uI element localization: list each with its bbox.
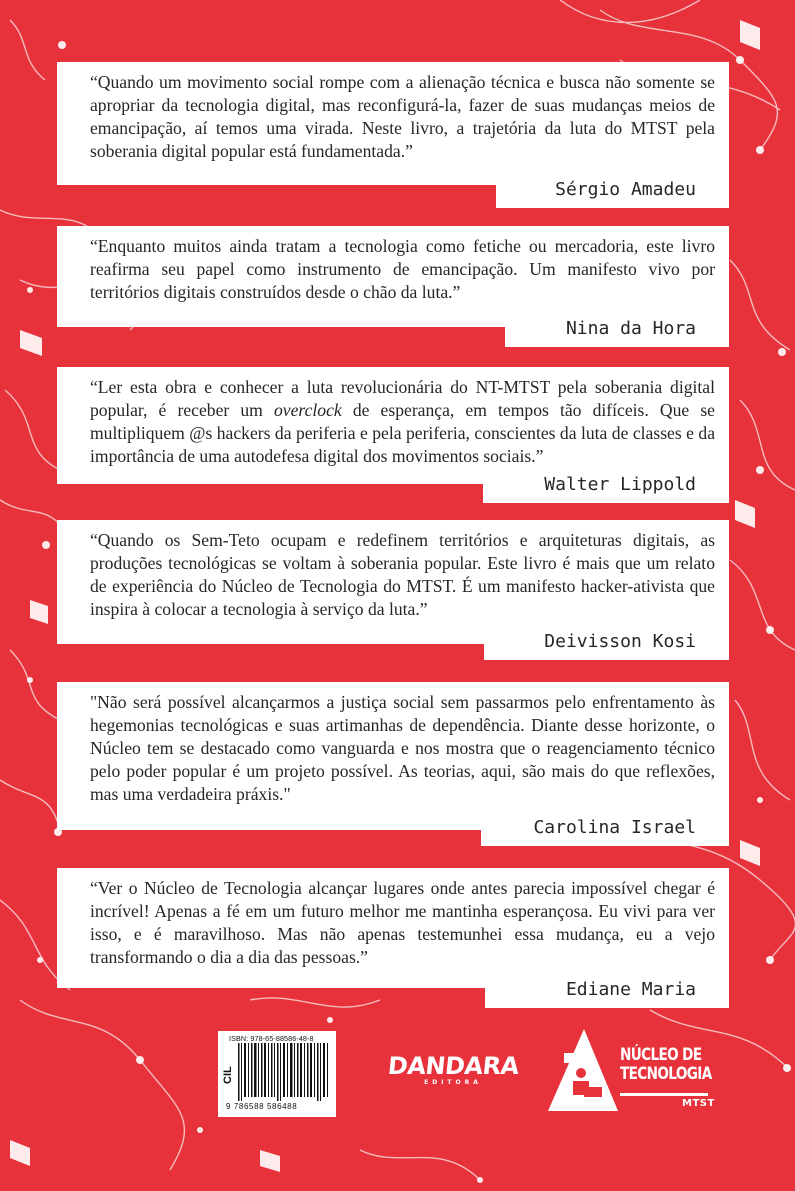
author-name-2: Nina da Hora [565,318,696,339]
publisher-name: DANDARA [386,1052,521,1080]
quote-text-3-part1: “Ler esta obra e conhecer a luta revolucionária do NT-MTST pela soberania digital popular, é receber um [90,377,715,420]
author-box-1 [496,172,729,208]
author-box-6 [485,972,729,1008]
partner-line-2: TECNOLOGIA [620,1064,712,1084]
quote-text-3-emphasis: overclock [273,400,342,420]
author-box-3 [483,467,729,503]
quote-text-5: "Não será possível alcançarmos a justiça social sem passarmos pelo enfrentamento às hegemonias tecnológicas e suas artimanhas de dependência. Diante desse horizonte, o Núcleo tem se destacado como vanguarda e nos mostra que o reagenciamento técnico pelo poder popular é um projeto possível. As teorias, aqui, são mais do que reflexões, mas uma verdadeira práxis." [90,692,715,804]
author-name-5: Carolina Israel [533,817,696,838]
author-name-6: Ediane Maria [565,979,696,1000]
quote-text-2: “Enquanto muitos ainda tratam a tecnologia como fetiche ou mercadoria, este livro reafirma seu papel como instrumento de emancipação. Um manifesto vivo por territórios digitais construídos desde o chão da luta.” [90,236,715,302]
isbn-number: 9 786588 586488 [226,1102,298,1111]
partner-logo-text [620,1046,712,1084]
partner-line-3: MTST [682,1098,715,1109]
quote-text-3 [90,376,715,468]
author-box-2 [505,311,729,347]
quote-text-3-part2: de esperança, em tempos tão difíceis. Que se multipliquem @s hackers da periferia e pela periferia, conscientes da luta de classes e da importância de uma autodefesa digital dos movimentos sociais.” [90,400,715,466]
author-box-4 [484,624,729,660]
quote-box-5 [57,682,729,830]
quote-text-1: “Quando um movimento social rompe com a alienação técnica e busca não somente se apropriar da tecnologia digital, mas reconfigurá-la, fazer de suas mudanças meios de emancipação, aí temos uma virada. Neste livro, a trajetória da luta do MTST pela soberania digital popular está fundamentada.” [90,72,715,161]
partner-line-1: NÚCLEO DE [620,1045,702,1065]
author-name-4: Deivisson Kosi [544,631,696,652]
publisher-sub: EDITORA [424,1079,482,1086]
cip-label: CIL [222,1066,234,1084]
quote-box-1 [57,62,729,185]
quote-text-4: “Quando os Sem-Teto ocupam e redefinem territórios e arquiteturas digitais, as produções tecnológicas se voltam à soberania popular. Este livro é mais que um relato de experiência do Núcleo de Tecnologia do MTST. É um manifesto hacker-ativista que inspira à colocar a tecnologia à serviço da luta.” [90,530,715,619]
dandara-logo [386,1052,521,1100]
author-box-5 [481,810,729,846]
author-name-1: Sérgio Amadeu [555,179,696,200]
author-name-3: Walter Lippold [544,474,696,495]
quote-text-6: “Ver o Núcleo de Tecnologia alcançar lugares onde antes parecia impossível chegar é incrível! Apenas a fé em um futuro melhor me mantinha esperançosa. Eu vivi para ver isso, e é maravilhoso. Mas não apenas testemunhei essa mudança, eu a vejo transformando o dia a dia das pessoas.” [90,878,715,967]
quote-box-6 [57,868,729,988]
isbn-label: ISBN: 978-65-88586-48-8 [229,1034,314,1043]
